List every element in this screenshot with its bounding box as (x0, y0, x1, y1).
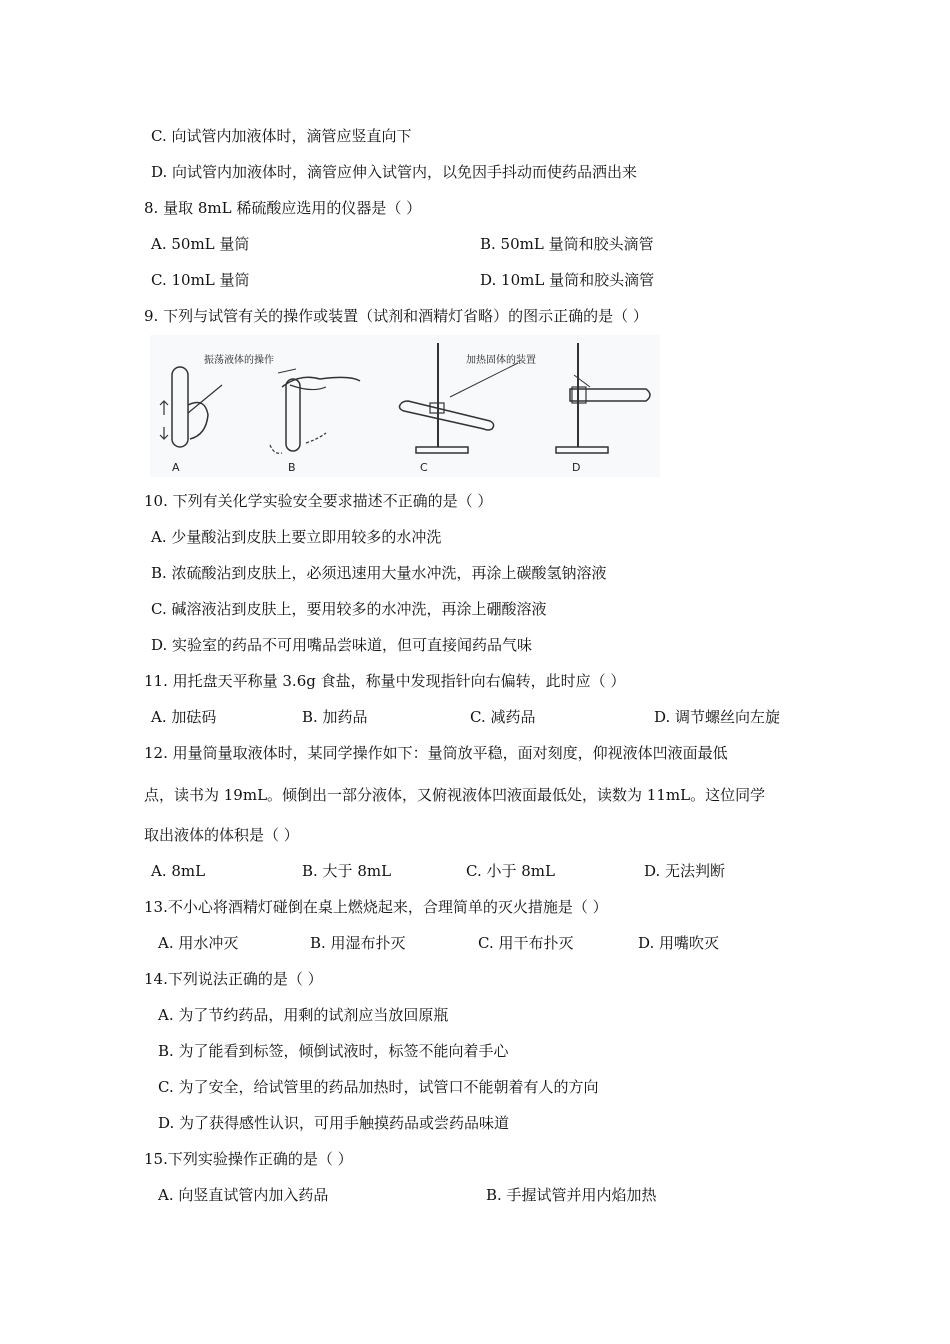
q8-option-d: D. 10mL 量筒和胶头滴管 (480, 271, 655, 289)
q12-option-a: A. 8mL (151, 862, 206, 880)
q11-option-d: D. 调节螺丝向左旋 (654, 708, 781, 726)
q9-figure (150, 335, 660, 477)
q14-option-d: D. 为了获得感性认识，可用手触摸药品或尝药品味道 (158, 1114, 510, 1132)
q7-option-d: D. 向试管内加液体时，滴管应伸入试管内，以免因手抖动而使药品洒出来 (151, 163, 638, 181)
q14-option-a: A. 为了节约药品，用剩的试剂应当放回原瓶 (158, 1006, 449, 1024)
q10-option-a: A. 少量酸沾到皮肤上要立即用较多的水冲洗 (151, 528, 442, 546)
q15-stem: 15.下列实验操作正确的是（ ） (144, 1150, 353, 1168)
q12-stem-line1: 12. 用量筒量取液体时，某同学操作如下：量筒放平稳，面对刻度，仰视液体凹液面最低 (144, 744, 728, 762)
q7-option-c: C. 向试管内加液体时，滴管应竖直向下 (151, 127, 412, 145)
q11-option-b: B. 加药品 (302, 708, 368, 726)
figure-label-d: D (572, 461, 581, 474)
q12-option-b: B. 大于 8mL (302, 862, 392, 880)
q12-option-d: D. 无法判断 (644, 862, 726, 880)
figure-label-c: C (420, 461, 428, 474)
q11-option-a: A. 加砝码 (151, 708, 217, 726)
q9-stem: 9. 下列与试管有关的操作或装置（试剂和酒精灯省略）的图示正确的是（ ） (144, 307, 648, 325)
q12-stem-line3: 取出液体的体积是（ ） (144, 826, 299, 844)
figure-caption-heat: 加热固体的装置 (466, 355, 536, 366)
figure-caption-shake: 振荡液体的操作 (204, 355, 274, 366)
q11-stem: 11. 用托盘天平称量 3.6g 食盐，称量中发现指针向右偏转，此时应（ ） (144, 672, 626, 690)
q14-stem: 14.下列说法正确的是（ ） (144, 970, 323, 988)
q13-option-d: D. 用嘴吹灭 (638, 934, 720, 952)
q14-option-b: B. 为了能看到标签，倾倒试液时，标签不能向着手心 (158, 1042, 509, 1060)
q10-option-d: D. 实验室的药品不可用嘴品尝味道，但可直接闻药品气味 (151, 636, 533, 654)
figure-label-a: A (172, 461, 180, 474)
q8-stem: 8. 量取 8mL 稀硫酸应选用的仪器是（ ） (144, 199, 422, 217)
q12-option-c: C. 小于 8mL (466, 862, 555, 880)
q10-option-c: C. 碱溶液沾到皮肤上，要用较多的水冲洗，再涂上硼酸溶液 (151, 600, 547, 618)
q13-stem: 13.不小心将酒精灯碰倒在桌上燃烧起来，合理简单的灭火措施是（ ） (144, 898, 608, 916)
q11-option-c: C. 减药品 (470, 708, 536, 726)
q8-option-b: B. 50mL 量筒和胶头滴管 (480, 235, 654, 253)
q10-option-b: B. 浓硫酸沾到皮肤上，必须迅速用大量水冲洗，再涂上碳酸氢钠溶液 (151, 564, 607, 582)
q15-option-b: B. 手握试管并用内焰加热 (486, 1186, 657, 1204)
q14-option-c: C. 为了安全，给试管里的药品加热时，试管口不能朝着有人的方向 (158, 1078, 599, 1096)
q8-option-a: A. 50mL 量筒 (151, 235, 250, 253)
q13-option-a: A. 用水冲灭 (158, 934, 239, 952)
q12-stem-line2: 点，读书为 19mL。倾倒出一部分液体，又俯视液体凹液面最低处，读数为 11mL。这位同学 (144, 786, 766, 804)
q13-option-c: C. 用干布扑灭 (478, 934, 574, 952)
q10-stem: 10. 下列有关化学实验安全要求描述不正确的是（ ） (144, 492, 493, 510)
q8-option-c: C. 10mL 量筒 (151, 271, 250, 289)
q15-option-a: A. 向竖直试管内加入药品 (158, 1186, 329, 1204)
q13-option-b: B. 用湿布扑灭 (310, 934, 406, 952)
figure-label-b: B (288, 461, 296, 474)
